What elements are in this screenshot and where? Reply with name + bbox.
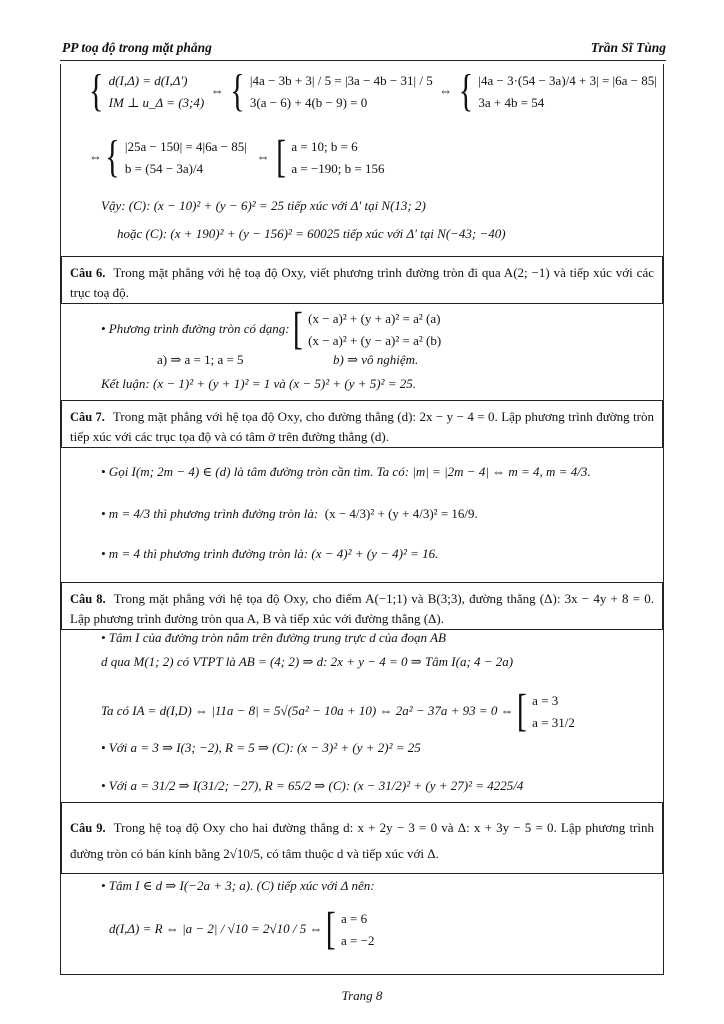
intro-sys1-a: d(I,Δ) = d(I,Δ') [108,73,188,88]
question-9-text: Trong hệ toạ độ Oxy cho hai đường thẳng d: x + 2y − 3 = 0 và Δ: x + 3y − 5 = 0. Lập phương trình đường tròn có bán kính bằng 2√10/5, có tâm thuộc d và tiếp xúc với Δ. [70,820,654,861]
page-number: Trang 8 [341,988,383,1003]
question-9-box [61,802,663,874]
question-7-label: Câu 7. [70,410,105,424]
intro-res-a: a = 10; b = 6 [291,139,358,154]
answer-9-derivation: d(I,Δ) = R ⇔ |a − 2| / √10 = 2√10 / 5 ⇔ [109,920,323,936]
intro-sys4-b: b = (54 − 3a)/4 [124,161,204,176]
question-8-box [61,582,663,630]
answer-8-root-a: a = 3 [532,693,559,708]
intro-sys2-b: 3(a − 6) + 4(b − 9) = 0 [249,95,368,110]
answer-9-root-a: a = 6 [341,911,368,926]
answer-8-line-3: Ta có IA = d(I,D) ⇔ |11a − 8| = 5√(5a² − 10a + 10) ⇔ 2a² − 37a + 93 = 0 ⇔ [ a = 3 a = 31/2 [101,686,575,736]
answer-9 [61,876,663,972]
intro-system-row: { d(I,Δ) = d(I,Δ') IM ⊥ u_Δ = (3;4) ⇔ { |4a − 3b + 3| / 5 = |3a − 4b − 31| / 5 3(a − 6) + 4(b − 9) = 0 ⇔ { |4a − 3·(54 − 3a)/4 + 3| = |6a − 85| 3a + 4b = 54 [89,66,657,116]
intro-conclusion-2: hoặc (C): (x + 190)² + (y − 156)² = 60025 tiếp xúc với Δ' tại N(−43; −40) [117,226,506,241]
answer-6-eq-a: (x − a)² + (y + a)² = a² (a) [308,311,441,326]
question-8-text: Trong mặt phẳng với hệ tọa độ Oxy, cho điểm A(−1;1) và B(3;3), đường thẳng (Δ): 3x − 4y + 8 = 0. Lập phương trình đường tròn qua A, B và tiếp xúc với đường thẳng (Δ). [70,591,654,626]
intro-conclusion-1: Vậy: (C): (x − 10)² + (y − 6)² = 25 tiếp xúc với Δ' tại N(13; 2) [101,198,426,213]
answer-6-eq-b: (x − a)² + (y − a)² = a² (b) [308,333,442,348]
answer-7 [61,448,663,578]
answer-8-derivation: Ta có IA = d(I,D) ⇔ |11a − 8| = 5√(5a² − 10a + 10) ⇔ 2a² − 37a + 93 = 0 ⇔ [101,702,514,718]
header-title: PP toạ độ trong mặt phẳng [62,40,212,55]
intro-result-row: ⇔ { |25a − 150| = 4|6a − 85| b = (54 − 3a)/4 ⇔ [ a = 10; b = 6 a = −190; b = 156 [89,132,385,182]
answer-6-case-a: a) ⇒ a = 1; a = 5 [157,352,244,367]
question-7-text: Trong mặt phẳng với hệ tọa độ Oxy, cho đường thẳng (d): 2x − y − 4 = 0. Lập phương trình đường tròn tiếp xúc với các trục tọa độ và có tâm ở trên đường thẳng (d). [70,409,654,444]
answer-8-root-b: a = 31/2 [532,715,575,730]
answer-7-line-2 [101,506,478,522]
answer-8-line-4: • Với a = 3 ⇒ I(3; −2), R = 5 ⇒ (C): (x − 3)² + (y + 2)² = 25 [101,740,421,755]
answer-6 [61,304,663,396]
answer-8-line-2: d qua M(1; 2) có VTPT là AB = (4; 2) ⇒ d: 2x + y − 4 = 0 ⇒ Tâm I(a; 4 − 2a) [101,654,514,669]
question-7-box [61,400,663,448]
question-8-label: Câu 8. [70,592,106,606]
header-author: Trần Sĩ Tùng [590,40,666,55]
intro-sys4-a: |25a − 150| = 4|6a − 85| [124,139,247,154]
intro-sys1-b: IM ⊥ u_Δ = (3;4) [108,95,205,110]
answer-6-prefix: • Phương trình đường tròn có dạng: [101,320,290,336]
question-6-label: Câu 6. [70,266,106,280]
intro-sys3-a: |4a − 3·(54 − 3a)/4 + 3| = |6a − 85| [478,73,657,88]
header-divider [60,60,666,61]
answer-6-line-1: • Phương trình đường tròn có dạng: [ (x − a)² + (y + a)² = a² (a) (x − a)² + (y − a)² = a² (b) [101,304,442,354]
intro-res-b: a = −190; b = 156 [291,161,385,176]
answer-9-line-1: • Tâm I ∈ d ⇒ I(−2a + 3; a). (C) tiếp xúc với Δ nên: [101,878,375,893]
answer-6-case-b: b) ⇒ vô nghiệm. [333,352,419,367]
answer-8 [61,630,663,810]
answer-7-line-3: • m = 4 thì phương trình đường tròn là: (x − 4)² + (y − 4)² = 16. [101,546,439,561]
question-9-label: Câu 9. [70,821,106,835]
intro-sys3-b: 3a + 4b = 54 [478,95,545,110]
answer-9-line-2: d(I,Δ) = R ⇔ |a − 2| / √10 = 2√10 / 5 ⇔ [ a = 6 a = −2 [109,904,375,954]
question-6-box [61,256,663,304]
content-frame [60,64,664,975]
intro-section [61,64,663,254]
answer-7-equation: (x − 4/3)² + (y + 4/3)² = 16/9. [324,506,478,521]
question-6-text: Trong mặt phẳng với hệ toạ độ Oxy, viết phương trình đường tròn đi qua A(2; −1) và tiếp xúc với các trục toạ độ. [70,265,654,300]
answer-7-line-1: • Gọi I(m; 2m − 4) ∈ (d) là tâm đường tròn cần tìm. Ta có: |m| = |2m − 4| ⇔ m = 4, m = 4/3. [101,464,591,479]
answer-6-conclusion: Kết luận: (x − 1)² + (y + 1)² = 1 và (x − 5)² + (y + 5)² = 25. [101,376,416,391]
answer-9-root-b: a = −2 [341,933,375,948]
answer-8-line-5: • Với a = 31/2 ⇒ I(31/2; −27), R = 65/2 ⇒ (C): (x − 31/2)² + (y + 27)² = 4225/4 [101,778,524,793]
intro-sys2-a: |4a − 3b + 3| / 5 = |3a − 4b − 31| / 5 [249,73,433,88]
answer-8-line-1: • Tâm I của đường tròn nằm trên đường trung trực d của đoạn AB [101,630,446,645]
answer-7-prefix: • m = 4/3 thì phương trình đường tròn là: [101,506,319,521]
